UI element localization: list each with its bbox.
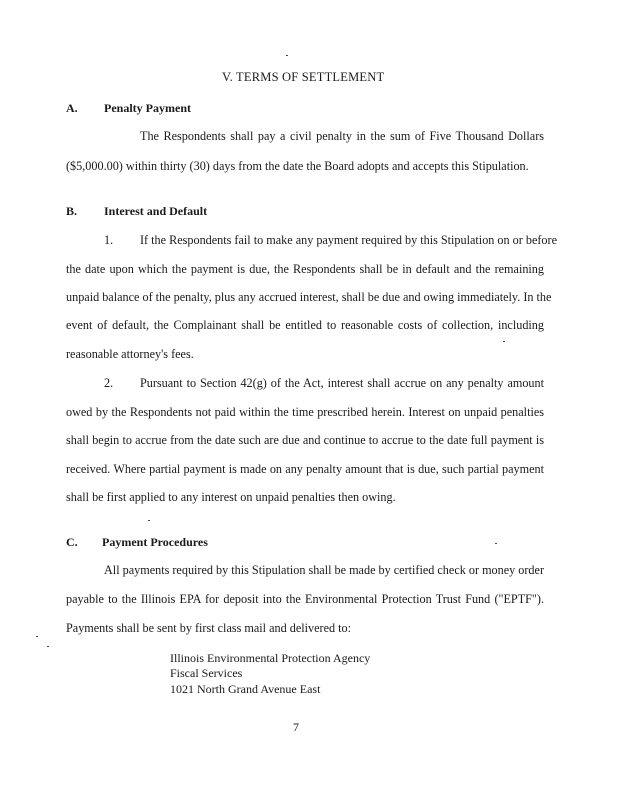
scan-speck: [47, 646, 49, 647]
paragraph-line: Payments shall be sent by first class mail and delivered to:: [66, 621, 351, 635]
paragraph-line: payable to the Illinois EPA for deposit into the Environmental Protection Trust Fund ("EPTF").: [66, 592, 544, 606]
section-a-letter: A.: [66, 101, 78, 115]
scan-speck: [148, 520, 150, 521]
scan-speck: [36, 636, 38, 637]
paragraph-line: shall begin to accrue from the date such are due and continue to accrue to the date full payment is: [66, 433, 544, 447]
paragraph-line: unpaid balance of the penalty, plus any accrued interest, shall be due and owing immediately. In the: [66, 290, 552, 304]
paragraph-line: shall be first applied to any interest on unpaid penalties then owing.: [66, 490, 396, 504]
paragraph-line: If the Respondents fail to make any payment required by this Stipulation on or before: [140, 233, 557, 247]
address-line: 1021 North Grand Avenue East: [170, 682, 321, 696]
section-c-letter: C.: [66, 535, 78, 549]
section-heading: V. TERMS OF SETTLEMENT: [222, 70, 385, 84]
paragraph-line: The Respondents shall pay a civil penalty in the sum of Five Thousand Dollars: [140, 129, 544, 143]
paragraph-line: ($5,000.00) within thirty (30) days from the date the Board adopts and accepts this Stipulation.: [66, 159, 529, 173]
paragraph-number: 1.: [104, 233, 114, 247]
scan-speck: [503, 341, 505, 342]
address-line: Fiscal Services: [170, 666, 243, 680]
scan-speck: [495, 543, 497, 544]
paragraph-line: event of default, the Complainant shall be entitled to reasonable costs of collection, including: [66, 318, 544, 332]
address-line: Illinois Environmental Protection Agency: [170, 651, 371, 665]
section-b-letter: B.: [66, 204, 78, 218]
paragraph-line: All payments required by this Stipulation shall be made by certified check or money order: [104, 563, 544, 577]
paragraph-line: received. Where partial payment is made on any penalty amount that is due, such partial payment: [66, 462, 544, 476]
section-a-title: Penalty Payment: [104, 101, 191, 115]
paragraph-line: owed by the Respondents not paid within the time prescribed herein. Interest on unpaid penalties: [66, 405, 544, 419]
page-number: 7: [293, 720, 299, 734]
paragraph-line: reasonable attorney's fees.: [66, 347, 194, 361]
scan-speck: [286, 55, 288, 56]
section-b-title: Interest and Default: [104, 204, 208, 218]
paragraph-number: 2.: [104, 376, 114, 390]
paragraph-line: the date upon which the payment is due, the Respondents shall be in default and the remaining: [66, 262, 544, 276]
section-c-title: Payment Procedures: [102, 535, 208, 549]
paragraph-line: Pursuant to Section 42(g) of the Act, interest shall accrue on any penalty amount: [140, 376, 544, 390]
